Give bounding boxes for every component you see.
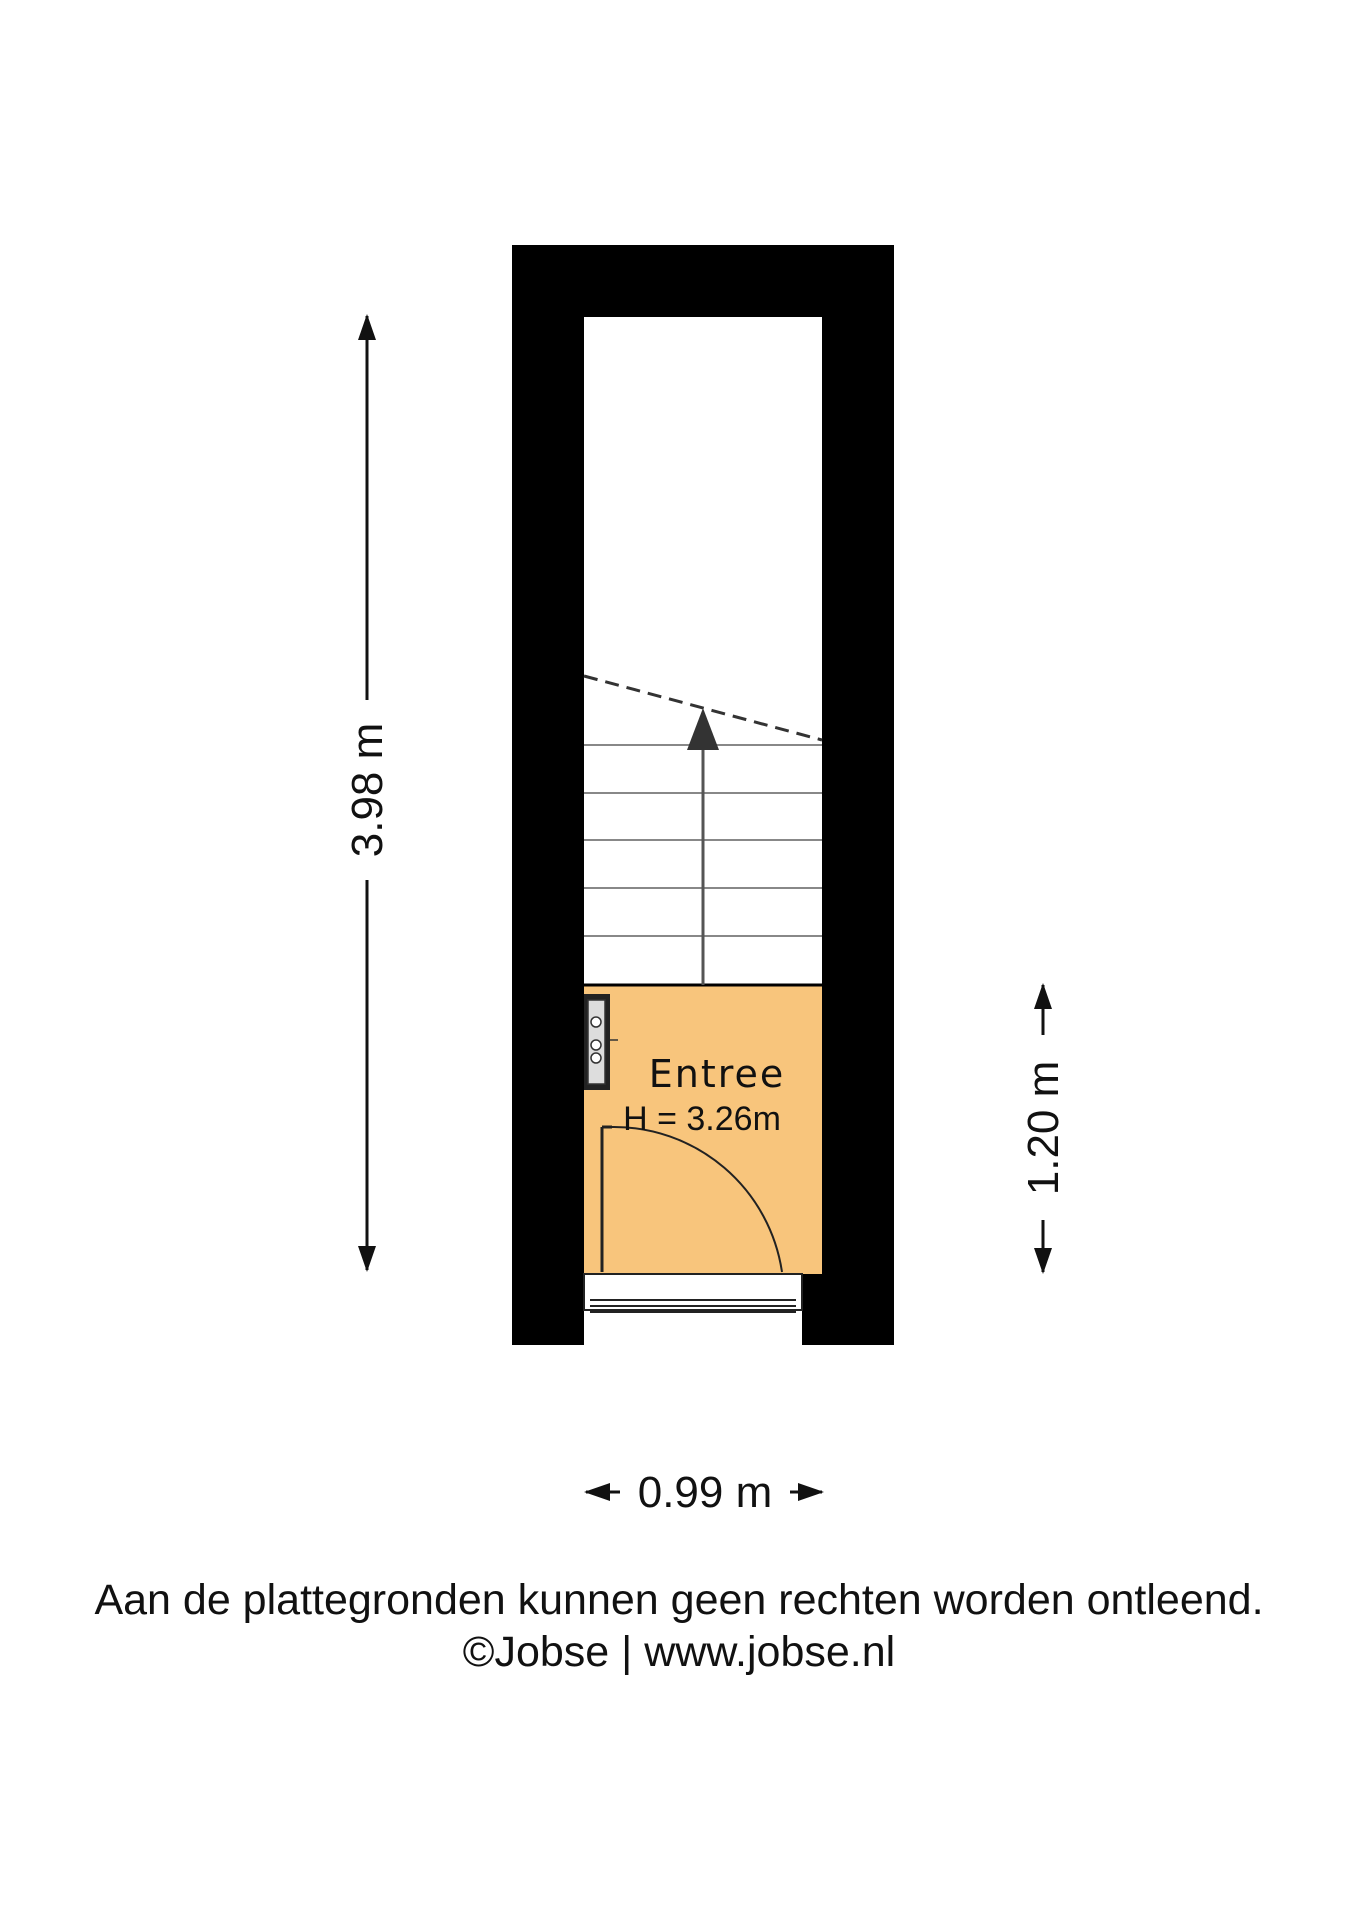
- arrow-down-icon: [1034, 1248, 1052, 1274]
- total-length-label: 3.98 m: [343, 722, 392, 858]
- wall-right-lower: [802, 1274, 894, 1345]
- arrow-down-icon: [358, 1246, 376, 1272]
- room-height: H = 3.26m: [623, 1100, 781, 1138]
- wall-left: [512, 245, 584, 1345]
- copyright-text: ©Jobse | www.jobse.nl: [462, 1628, 896, 1676]
- dimension-total-length: [343, 314, 392, 1272]
- arrow-left-icon: [584, 1483, 610, 1501]
- wall-right: [822, 245, 894, 1345]
- disclaimer-text: Aan de plattegronden kunnen geen rechten worden ontleend.: [94, 1576, 1264, 1624]
- room-name: Entree: [648, 1052, 786, 1096]
- arrow-up-icon: [1034, 983, 1052, 1009]
- room-length-label: 1.20 m: [1019, 1060, 1068, 1196]
- width-label: 0.99 m: [637, 1468, 773, 1517]
- arrow-up-icon: [358, 314, 376, 340]
- dimension-room-length: [1019, 983, 1068, 1274]
- threshold: [584, 1274, 802, 1312]
- arrow-right-icon: [798, 1483, 824, 1501]
- dimension-width: [584, 1468, 824, 1517]
